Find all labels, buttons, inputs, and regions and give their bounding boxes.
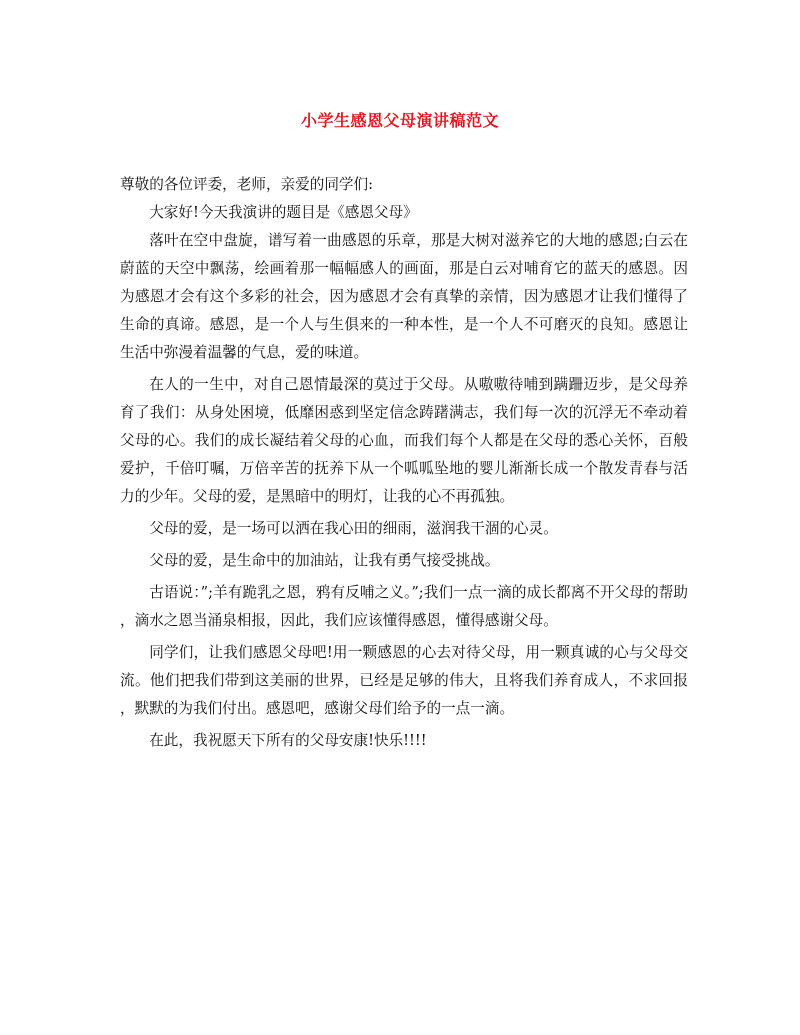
greeting-line: 尊敬的各位评委，老师，亲爱的同学们: xyxy=(120,176,374,193)
paragraph-opening: 大家好!今天我演讲的题目是《感恩父母》 xyxy=(149,204,418,221)
document-title: 小学生感恩父母演讲稿范文 xyxy=(300,111,499,130)
document-body xyxy=(120,171,688,755)
paragraph-gas-station: 父母的爱，是生命中的加油站，让我有勇气接受挑战。 xyxy=(149,552,500,569)
paragraph-nature-gratitude: 落叶在空中盘旋，谱写着一曲感恩的乐章，那是大树对滋养它的大地的感恩;白云在蔚蓝的天空中飘荡，绘画着那一幅幅感人的画面，那是白云对哺育它的蓝天的感恩。因为感恩才会有这个多彩的社会，因为感恩才会有真挚的亲情，因为感恩才让我们懂得了生命的真谛。感恩，是一个人与生俱来的一种本性，是一个人不可磨灭的良知。感恩让生活中弥漫着温馨的气息，爱的味道。 xyxy=(120,232,688,361)
paragraph-rain: 父母的爱，是一场可以洒在我心田的细雨，滋润我干涸的心灵。 xyxy=(149,520,558,537)
paragraph-parents-love: 在人的一生中，对自己恩情最深的莫过于父母。从嗷嗷待哺到蹒跚迈步，是父母养育了我们：从身处困境，低靡困惑到坚定信念踌躇满志，我们每一次的沉浮无不牵动着父母的心。我们的成长凝结着父母的心血，而我们每个人都是在父母的悉心关怀，百般爱护，千倍叮嘱，万倍辛苦的抚养下从一个呱呱坠地的婴儿渐渐长成一个散发青春与活力的少年。父母的爱，是黑暗中的明灯，让我的心不再孤独。 xyxy=(120,376,688,505)
paragraph-closing: 在此，我祝愿天下所有的父母安康!快乐!!!! xyxy=(149,732,427,749)
paragraph-proverb: 古语说：”;羊有跪乳之恩，鸦有反哺之义。”;我们一点一滴的成长都离不开父母的帮助，滴水之恩当涌泉相报，因此，我们应该懂得感恩，懂得感谢父母。 xyxy=(120,584,688,629)
paragraph-call-to-action: 同学们，让我们感恩父母吧!用一颗感恩的心去对待父母，用一颗真诚的心与父母交流。他们把我们带到这美丽的世界，已经是足够的伟大，且将我们养育成人，不求回报，默默的为我们付出。感恩吧，感谢父母们给予的一点一滴。 xyxy=(120,644,688,717)
